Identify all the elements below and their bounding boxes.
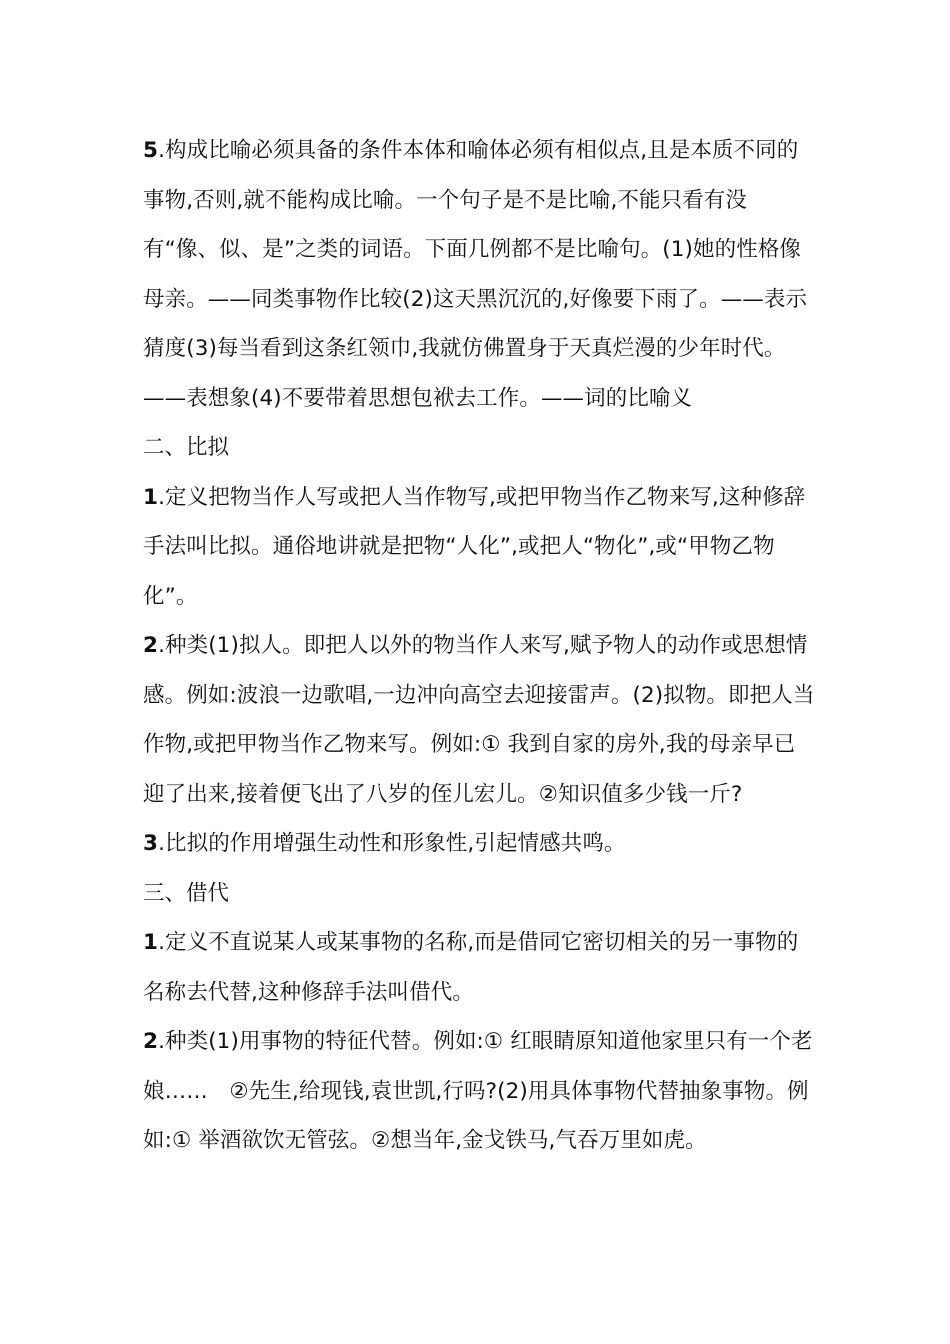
- paragraph-bini-types: [143, 621, 815, 819]
- paragraph-text: .种类(1)用事物的特征代替。例如:① 红眼睛原知道他家里只有一个老娘…… ②先生,给现钱,袁世凯,行吗?(2)用具体事物代替抽象事物。例如:① 举酒欲饮无管弦。②想当年,金戈铁马,气吞万里如虎。: [143, 1029, 813, 1153]
- paragraph-bini-effect: [143, 819, 815, 869]
- item-number: 3: [143, 831, 159, 856]
- paragraph-metaphor-condition: [143, 126, 815, 423]
- document-page: [143, 126, 815, 1166]
- paragraph-text: .比拟的作用增强生动性和形象性,引起情感共鸣。: [158, 831, 626, 856]
- item-number: 2: [143, 633, 159, 658]
- paragraph-text: .构成比喻必须具备的条件本体和喻体必须有相似点,且是本质不同的事物,否则,就不能构成比喻。一个句子是不是比喻,不能只看有没有“像、似、是”之类的词语。下面几例都不是比喻句。(1)她的性格像母亲。——同类事物作比较(2)这天黑沉沉的,好像要下雨了。——表示猜度(3)每当看到这条红领巾,我就仿佛置身于天真烂漫的少年时代。——表想象(4)不要带着思想包袱去工作。——词的比喻义: [143, 138, 808, 411]
- paragraph-text: .定义不直说某人或某事物的名称,而是借同它密切相关的另一事物的名称去代替,这种修辞手法叫借代。: [143, 930, 799, 1005]
- item-number: 2: [143, 1029, 159, 1054]
- paragraph-jiedai-types: [143, 1017, 815, 1166]
- paragraph-text: .定义把物当作人写或把人当作物写,或把甲物当作乙物来写,这种修辞手法叫比拟。通俗地讲就是把物“人化”,或把人“物化”,或“甲物乙物化”。: [143, 484, 806, 609]
- section-heading-bini: 二、比拟: [143, 435, 230, 460]
- paragraph-bini-definition: [143, 473, 815, 622]
- section-heading-jiedai: 三、借代: [143, 880, 230, 906]
- paragraph-text: .种类(1)拟人。即把人以外的物当作人来写,赋予物人的动作或思想情感。例如:波浪一边歌唱,一边冲向高空去迎接雷声。(2)拟物。即把人当作物,或把甲物当作乙物来写。例如:① 我到自家的房外,我的母亲早已迎了出来,接着便飞出了八岁的侄儿宏儿。②知识值多少钱一斤?: [143, 633, 815, 807]
- item-number: 1: [143, 930, 159, 955]
- paragraph-jiedai-definition: [143, 918, 815, 1017]
- item-number: 5: [143, 138, 159, 163]
- item-number: 1: [143, 484, 159, 510]
